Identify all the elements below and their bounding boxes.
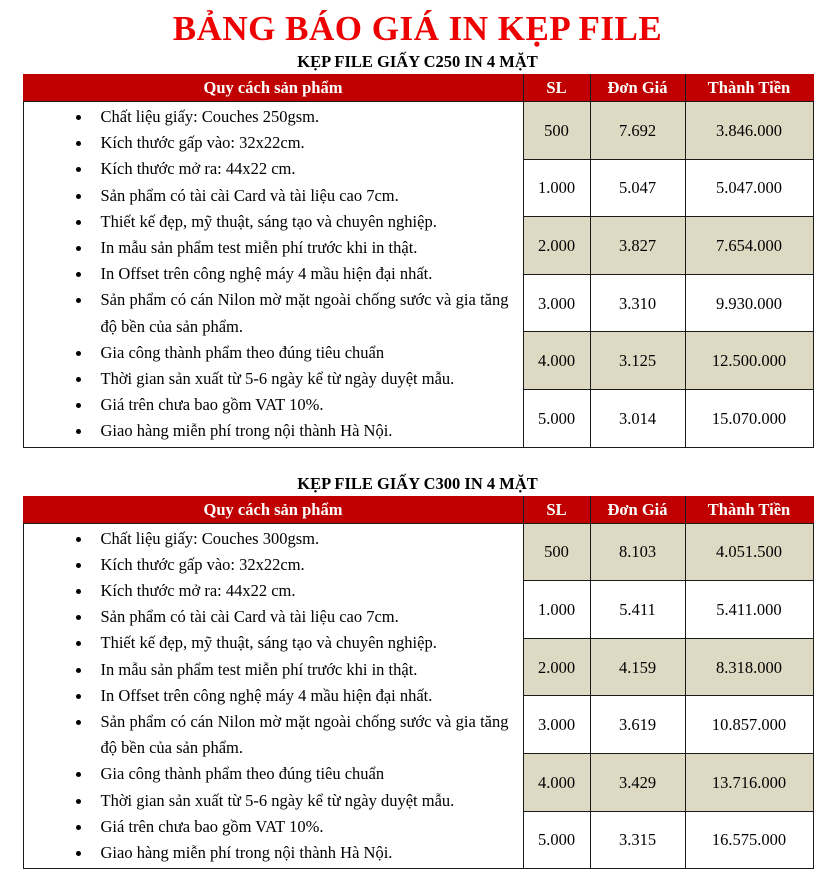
cell-total: 8.318.000 [685,638,813,696]
list-item: Sản phẩm có tài cài Card và tài liệu cao 7cm. [24,183,515,209]
list-item: Thiết kế đẹp, mỹ thuật, sáng tạo và chuyên nghiệp. [24,630,515,656]
table-header-row [23,75,813,102]
cell-unit-price: 3.429 [590,754,685,812]
list-item: Kích thước mở ra: 44x22 cm. [24,156,515,182]
list-item: Thiết kế đẹp, mỹ thuật, sáng tạo và chuyên nghiệp. [24,209,515,235]
list-item: Chất liệu giấy: Couches 300gsm. [24,526,515,552]
cell-unit-price: 5.411 [590,581,685,639]
cell-unit-price: 5.047 [590,159,685,217]
bottom-margin [0,869,835,891]
column-header-unit-price: Đơn Giá [590,75,685,102]
cell-unit-price: 3.827 [590,217,685,275]
cell-qty: 1.000 [523,159,590,217]
table-row [23,523,813,581]
column-header-qty: SL [523,496,590,523]
cell-qty: 4.000 [523,332,590,390]
column-header-total: Thành Tiền [685,75,813,102]
list-item: Chất liệu giấy: Couches 250gsm. [24,104,515,130]
cell-unit-price: 3.014 [590,389,685,447]
quote-block-c300 [23,496,813,870]
list-item: Giá trên chưa bao gồm VAT 10%. [24,814,515,840]
list-item: Sản phẩm có tài cài Card và tài liệu cao 7cm. [24,604,515,630]
cell-total: 15.070.000 [685,389,813,447]
cell-total: 13.716.000 [685,754,813,812]
list-item: Giá trên chưa bao gồm VAT 10%. [24,392,515,418]
table-row [23,102,813,160]
list-item: Giao hàng miễn phí trong nội thành Hà Nội. [24,840,515,866]
section-heading-c300: KẸP FILE GIẤY C300 IN 4 MẶT [297,473,538,493]
list-item: Giao hàng miễn phí trong nội thành Hà Nội. [24,418,515,444]
list-item: In Offset trên công nghệ máy 4 mầu hiện đại nhất. [24,261,515,287]
spec-list-c300 [24,526,515,867]
cell-total: 5.047.000 [685,159,813,217]
column-header-spec: Quy cách sản phẩm [23,496,523,523]
column-header-unit-price: Đơn Giá [590,496,685,523]
list-item: Gia công thành phẩm theo đúng tiêu chuẩn [24,761,515,787]
cell-total: 12.500.000 [685,332,813,390]
list-item: Sản phẩm có cán Nilon mờ mặt ngoài chống sước và gia tăng độ bền của sản phẩm. [24,709,515,761]
section-gap [0,448,835,475]
column-header-spec: Quy cách sản phẩm [23,75,523,102]
spec-cell [23,102,523,448]
list-item: Thời gian sản xuất từ 5-6 ngày kể từ ngày duyệt mẫu. [24,788,515,814]
cell-total: 4.051.500 [685,523,813,581]
table-body [23,102,813,448]
page-title: BẢNG BÁO GIÁ IN KẸP FILE [172,9,663,48]
cell-qty: 4.000 [523,754,590,812]
cell-total: 10.857.000 [685,696,813,754]
cell-qty: 500 [523,523,590,581]
cell-total: 7.654.000 [685,217,813,275]
list-item: Kích thước gấp vào: 32x22cm. [24,130,515,156]
cell-unit-price: 3.619 [590,696,685,754]
table-header-row [23,496,813,523]
cell-unit-price: 7.692 [590,102,685,160]
cell-unit-price: 3.315 [590,811,685,869]
list-item: Kích thước gấp vào: 32x22cm. [24,552,515,578]
cell-unit-price: 4.159 [590,638,685,696]
list-item: Sản phẩm có cán Nilon mờ mặt ngoài chống sước và gia tăng độ bền của sản phẩm. [24,287,515,339]
cell-qty: 3.000 [523,274,590,332]
cell-qty: 5.000 [523,389,590,447]
cell-qty: 2.000 [523,638,590,696]
column-header-qty: SL [523,75,590,102]
price-table-c250 [23,74,814,448]
cell-total: 5.411.000 [685,581,813,639]
price-table-c300 [23,496,814,870]
cell-total: 9.930.000 [685,274,813,332]
cell-total: 3.846.000 [685,102,813,160]
spec-list-c250 [24,104,515,445]
cell-unit-price: 3.310 [590,274,685,332]
list-item: In Offset trên công nghệ máy 4 mầu hiện đại nhất. [24,683,515,709]
list-item: Gia công thành phẩm theo đúng tiêu chuẩn [24,340,515,366]
cell-unit-price: 8.103 [590,523,685,581]
cell-unit-price: 3.125 [590,332,685,390]
column-header-total: Thành Tiền [685,496,813,523]
cell-qty: 2.000 [523,217,590,275]
quote-block-c250 [23,74,813,448]
table-body [23,523,813,869]
cell-qty: 3.000 [523,696,590,754]
list-item: Kích thước mở ra: 44x22 cm. [24,578,515,604]
cell-qty: 5.000 [523,811,590,869]
cell-total: 16.575.000 [685,811,813,869]
list-item: In mẫu sản phẩm test miễn phí trước khi in thật. [24,235,515,261]
list-item: In mẫu sản phẩm test miễn phí trước khi in thật. [24,657,515,683]
cell-qty: 500 [523,102,590,160]
cell-qty: 1.000 [523,581,590,639]
spec-cell [23,523,523,869]
section-heading-c250: KẸP FILE GIẤY C250 IN 4 MẶT [297,52,538,71]
list-item: Thời gian sản xuất từ 5-6 ngày kể từ ngày duyệt mẫu. [24,366,515,392]
